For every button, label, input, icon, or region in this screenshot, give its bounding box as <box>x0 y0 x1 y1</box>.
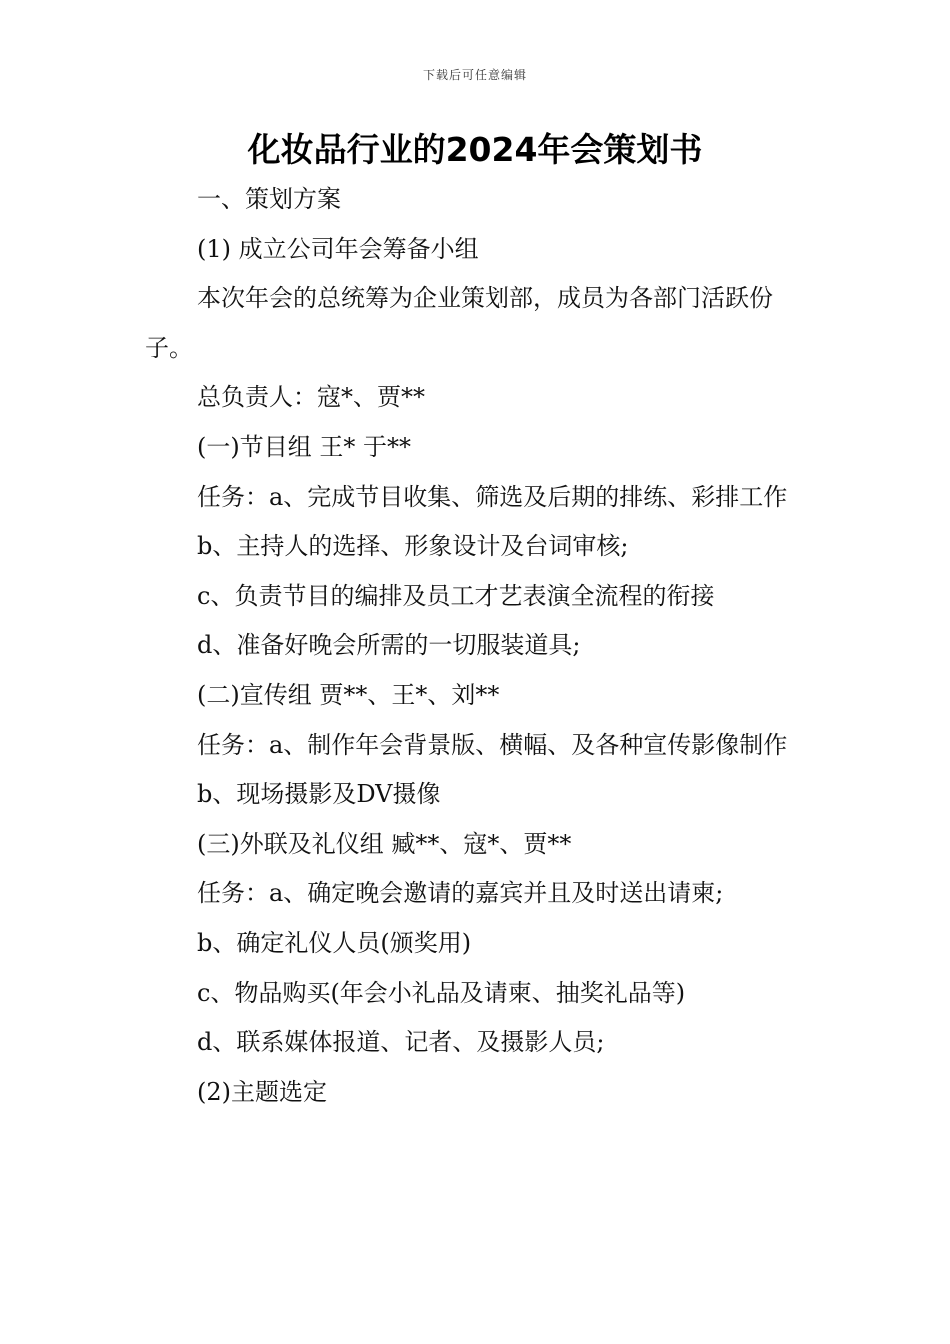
group-heading-program: (一)节目组 王* 于** <box>197 432 411 461</box>
task-item: b、主持人的选择、形象设计及台词审核; <box>197 532 629 561</box>
task-item: 任务：a、完成节目收集、筛选及后期的排练、彩排工作 <box>197 482 788 511</box>
group-heading-publicity: (二)宣传组 贾**、王*、刘** <box>197 680 500 709</box>
document-body <box>145 175 810 1117</box>
group-heading-liaison: (三)外联及礼仪组 臧**、寇*、贾** <box>197 829 572 858</box>
task-item: b、现场摄影及DV摄像 <box>197 780 441 809</box>
task-item: b、确定礼仪人员(颁奖用) <box>197 928 472 957</box>
task-item: d、联系媒体报道、记者、及摄影人员; <box>197 1028 605 1057</box>
task-item: 任务：a、制作年会背景版、横幅、及各种宣传影像制作 <box>197 730 788 759</box>
header-note: 下载后可任意编辑 <box>422 68 527 82</box>
task-item: c、负责节目的编排及员工才艺表演全流程的衔接 <box>197 581 715 610</box>
paragraph-overview: 本次年会的总统筹为企业策划部，成员为各部门活跃份子。 <box>145 284 773 362</box>
task-item: c、物品购买(年会小礼品及请柬、抽奖礼品等) <box>197 978 686 1007</box>
section-heading-plan: 一、策划方案 <box>197 185 341 213</box>
task-item: 任务：a、确定晚会邀请的嘉宾并且及时送出请柬; <box>197 879 724 908</box>
paragraph-lead: 总负责人：寇*、贾** <box>197 383 425 412</box>
subsection-heading-theme: (2)主题选定 <box>197 1077 327 1106</box>
document-title: 化妆品行业的2024年会策划书 <box>247 130 703 169</box>
subsection-heading-team: (1) 成立公司年会筹备小组 <box>197 234 479 263</box>
task-item: d、准备好晚会所需的一切服装道具; <box>197 631 581 660</box>
